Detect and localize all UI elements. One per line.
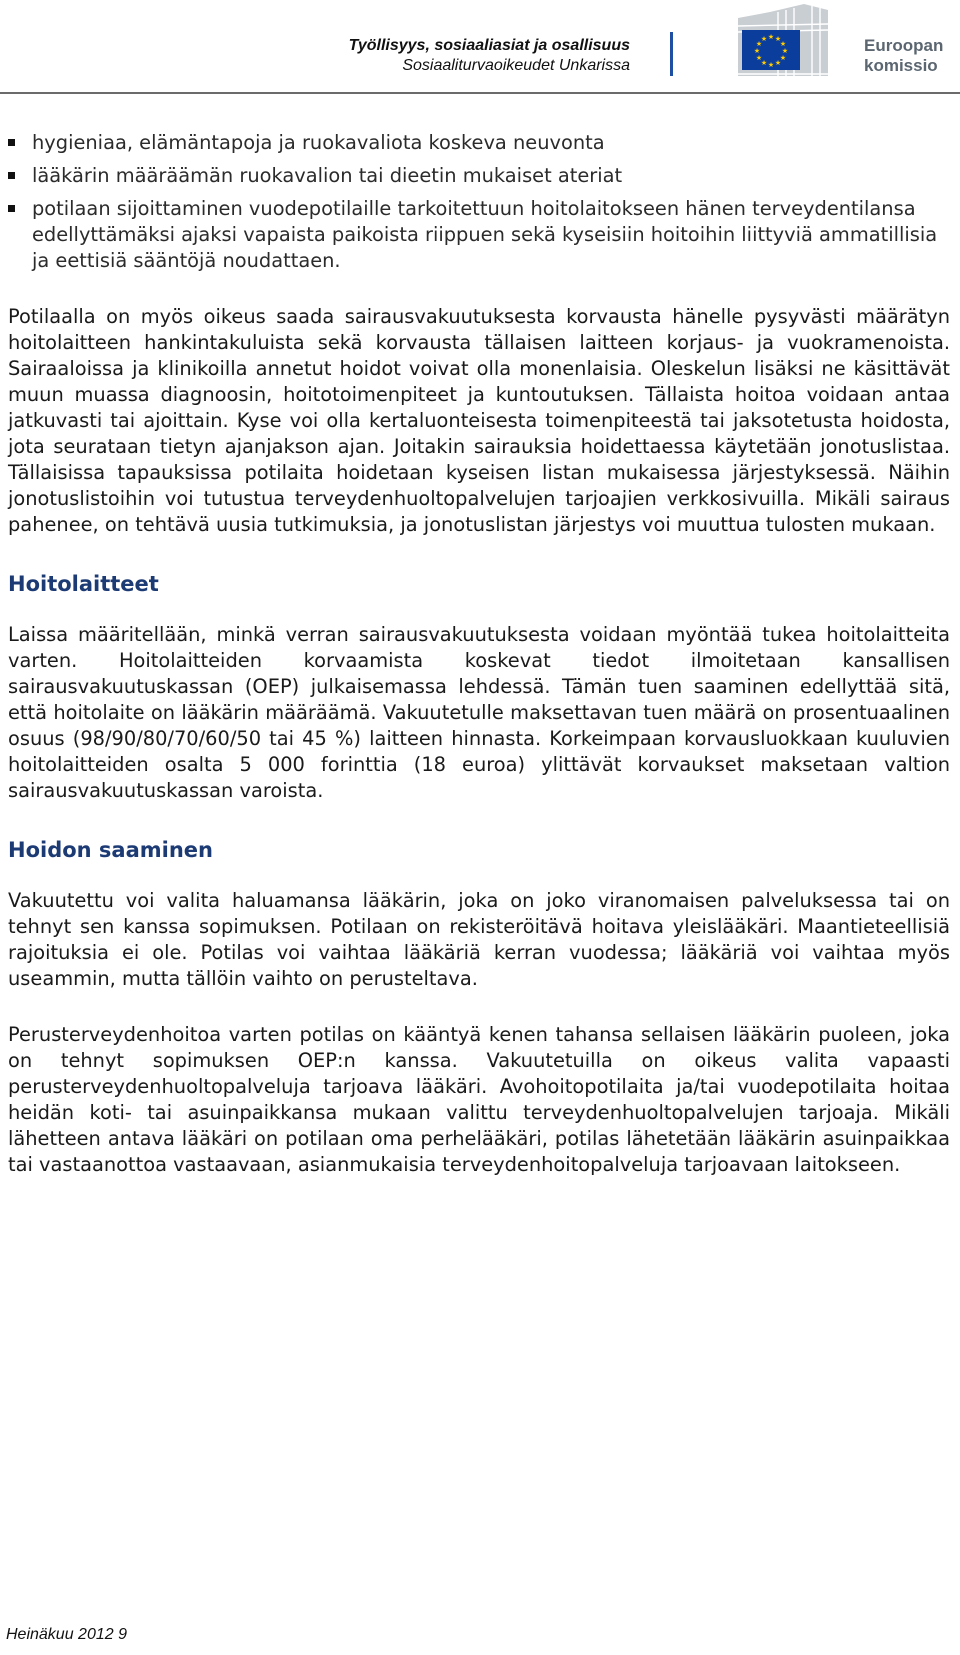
ec-wordmark-line1: Euroopan [864, 36, 944, 55]
paragraph-access-1: Vakuutettu voi valita haluamansa lääkärin, joka on joko viranomaisen palveluksessa tai on tehnyt sen kanssa sopimuksen. Potilaan on rekisteröitävä hoitava yleislääkäri. Maantieteellisiä rajoituksia ei ole. Potilas voi vaihtaa lääkäriä kerran vuodessa; lääkäriä voi vaihtaa myös useammin, mutta tällöin vaihto on perusteltava. [8, 889, 950, 990]
svg-text:★: ★ [753, 47, 761, 55]
bullet-list [8, 130, 950, 274]
bullet-icon [8, 205, 15, 212]
paragraph-hospital-care: Potilaalla on myös oikeus saada sairausvakuutuksesta korvausta hänelle pysyvästi määrätyn hoitolaitteen hankintakuluista sekä korvausta tällaisen laitteen korjaus- ja vuokramenoista. Sairaaloissa ja klinikoilla annetut hoidot voivat olla monenlaisia. Oleskelun lisäksi ne käsittävät muun muassa diagnoosin, hoitotoimenpiteet ja kuntoutuksen. Tällaista hoitoa voidaan antaa jatkuvasti tai ajoittain. Kyse voi olla kertaluonteisesta toimenpiteestä tai jaksotetusta hoidosta, jota seurataan tietyn ajanjakson ajan. Joitakin sairauksia hoidettaessa käytetään jonotuslistaa. Tällaisissa tapauksissa potilaita hoidetaan kyseisen listan mukaisessa järjestyksessä. Näihin jonotuslistoihin voi tutustua terveydenhuoltopalvelujen tarjoajien verkkosivuilla. Mikäli sairaus pahenee, on tehtävä uusia tutkimuksia, ja jonotuslistan järjestys voi muuttua tulosten mukaan. [8, 305, 950, 536]
page-footer: Heinäkuu 2012 9 [6, 1626, 127, 1643]
bullet-icon [8, 172, 15, 179]
header-dg-name: Työllisyys, sosiaaliasiat ja osallisuus [348, 37, 630, 54]
svg-text:★: ★ [760, 35, 768, 43]
page-header [0, 0, 960, 94]
header-separator [670, 32, 673, 76]
paragraph-devices: Laissa määritellään, minkä verran sairausvakuutuksesta voidaan myöntää tukea hoitolaitteita varten. Hoitolaitteiden korvaamista koskevat tiedot ilmoitetaan kansallisen sairausvakuutuskassan (OEP) julkaisemassa lehdessä. Tämän tuen saaminen edellyttää sitä, että hoitolaite on lääkärin määräämä. Vakuutetulle maksettavan tuen määrä on prosentuaalinen osuus (98/90/80/70/60/50 tai 45 %) laitteen hinnasta. Korkeimpaan korvausluokkaan kuuluvien hoitolaitteiden osalta 5 000 forinttia (18 euroa) ylittävät korvaukset maksetaan valtion sairausvakuutuskassan varoista. [8, 623, 950, 802]
svg-text:★: ★ [755, 40, 763, 48]
svg-text:★: ★ [774, 59, 782, 67]
svg-text:★: ★ [774, 35, 782, 43]
section-heading-devices: Hoitolaitteet [8, 572, 159, 596]
svg-text:★: ★ [755, 54, 763, 62]
svg-text:★: ★ [779, 40, 787, 48]
header-doc-title: Sosiaaliturvaoikeudet Unkarissa [402, 57, 630, 74]
list-item [8, 163, 950, 189]
svg-text:★: ★ [767, 61, 775, 69]
ec-wordmark-line2: komissio [864, 56, 938, 75]
header-rule [0, 92, 960, 94]
list-item [8, 130, 950, 156]
list-item-text: lääkärin määräämän ruokavalion tai dieetin mukaiset ateriat [32, 164, 623, 187]
eu-flag-icon [742, 30, 800, 70]
svg-text:★: ★ [767, 33, 775, 41]
paragraph-access-2: Perusterveydenhoitoa varten potilas on kääntyä kenen tahansa sellaisen lääkärin puoleen, joka on tehnyt sopimuksen OEP:n kanssa. Vakuutetuilla on oikeus valita vapaasti perusterveydenhuoltopalveluja tarjoava lääkäri. Avohoitopotilaita ja/tai vuodepotilaita hoitaa heidän koti- tai asuinpaikkansa mukaan valittu terveydenhuoltopalvelujen tarjoaja. Mikäli lähetteen antava lääkäri on potilaan oma perhelääkäri, potilas lähetetään lääkärin asuinpaikkaa tai vastaanottoa vastaavaan, asianmukaisia terveydenhoitopalveluja tarjoavaan laitokseen. [8, 1023, 950, 1176]
list-item-text: hygieniaa, elämäntapoja ja ruokavaliota koskeva neuvonta [32, 131, 605, 154]
bullet-icon [8, 139, 15, 146]
list-item-text: potilaan sijoittaminen vuodepotilaille tarkoitettuun hoitolaitokseen hänen terveydentilansa edellyttämäksi ajaksi vapaista paikoista riippuen sekä kyseisiin hoitoihin liittyviä ammatillisia ja eettisiä sääntöjä noudattaen. [32, 197, 938, 272]
header-title-block [349, 36, 630, 76]
section-heading-access: Hoidon saaminen [8, 838, 213, 862]
page-content [8, 130, 950, 1178]
svg-text:★: ★ [781, 47, 789, 55]
svg-text:★: ★ [779, 54, 787, 62]
ec-wordmark [864, 36, 943, 76]
svg-text:★: ★ [760, 59, 768, 67]
list-item [8, 196, 950, 274]
